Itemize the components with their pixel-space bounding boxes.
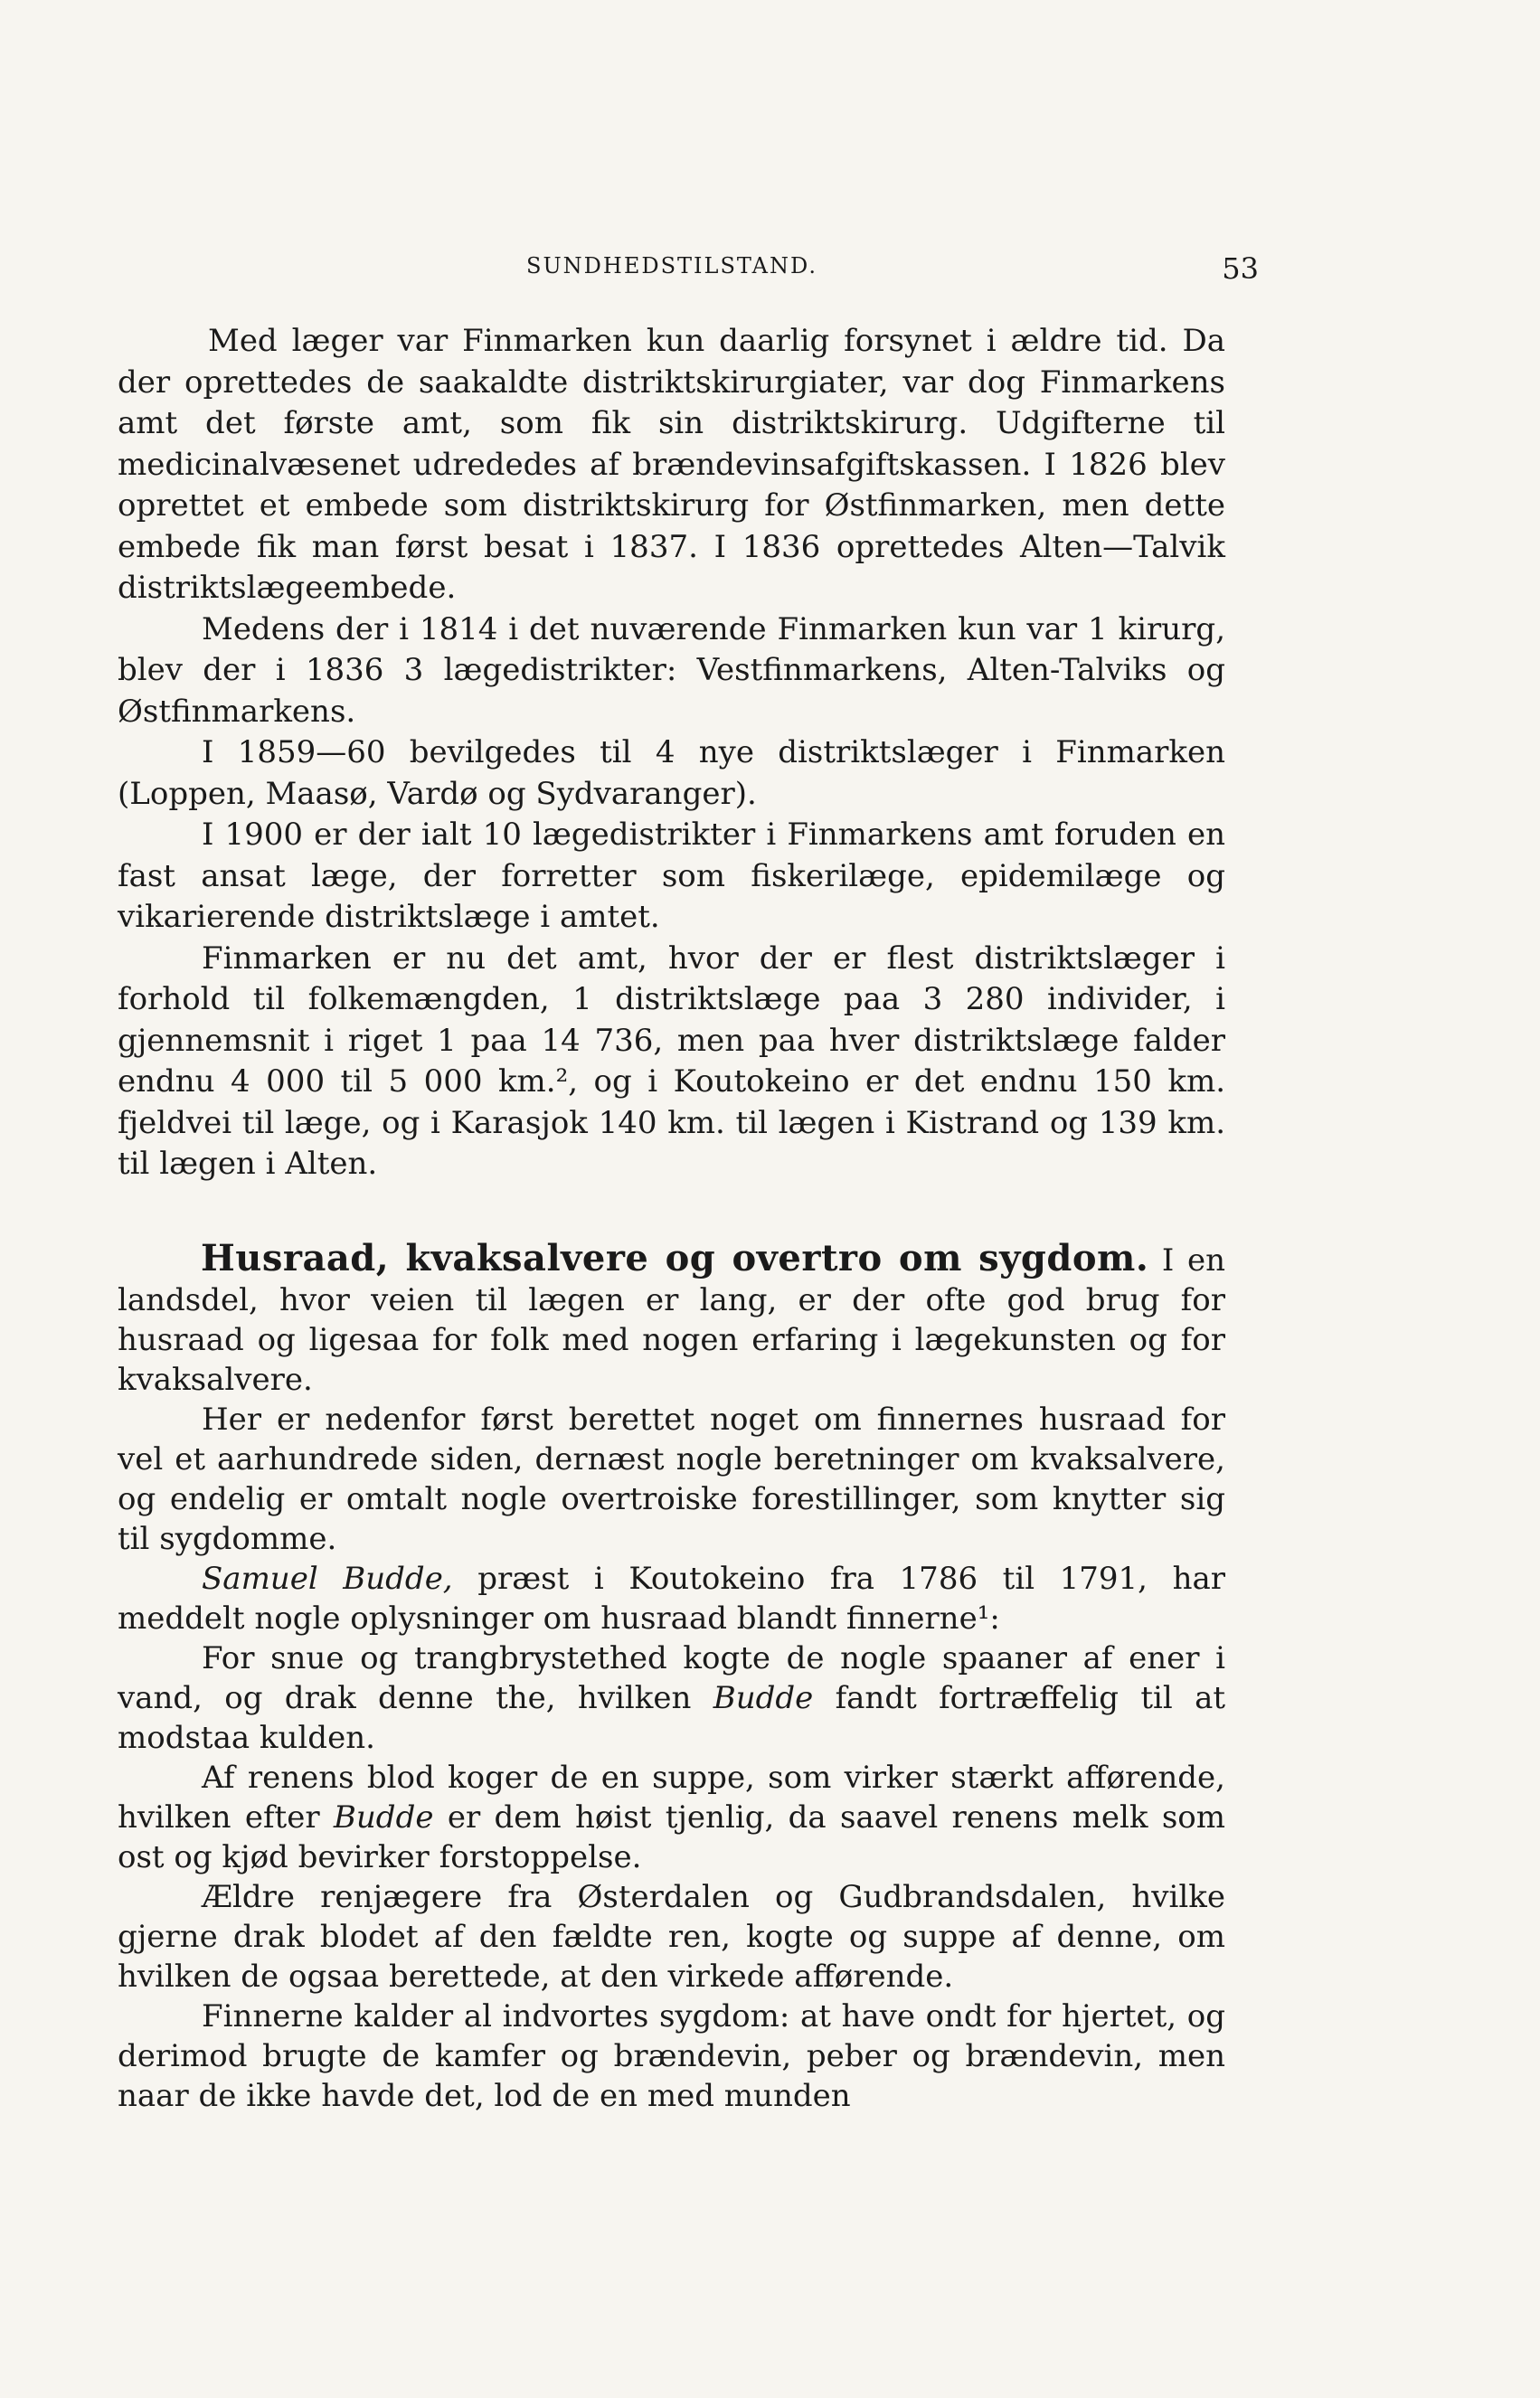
paragraph-text: Af renens blod koger de en suppe, som virker stærkt afførende, hvilken efter: [118, 1760, 1225, 1836]
paragraph: Finmarken er nu det amt, hvor der er flest distriktslæger i forhold til folkemængden, 1 distriktslæge paa 3 280 individer, i gjennemsnit i riget 1 paa 14 736, men paa hver distriktslæge falder endnu 4 000 til 5 000 km.², og i Koutokeino er det endnu 150 km. fjeldvei til læge, og i Karasjok 140 km. til lægen i Kistrand og 139 km. til lægen i Alten.: [118, 939, 1225, 1182]
person-name: Samuel Budde,: [202, 1561, 453, 1597]
paragraph: I 1859—60 bevilgedes til 4 nye distriktslæger i Finmarken (Loppen, Maasø, Vardø og Sydvaranger).: [118, 734, 1225, 812]
person-name: Budde: [713, 1680, 814, 1716]
page-number: 53: [1222, 251, 1259, 286]
section-lead-text: I en landsdel, hvor veien til lægen er lang, er der ofte god brug for husraad og ligesaa for folk med nogen erfaring i lægekunsten og for kvaksalvere.: [118, 1242, 1225, 1398]
section-husraad: [118, 1239, 1225, 2116]
paragraph-text: præst i Koutokeino fra 1786 til 1791, har meddelt nogle oplysninger om husraad blandt finnerne¹:: [118, 1561, 1225, 1637]
paragraph: [118, 1559, 1225, 1638]
page-header: [526, 253, 1259, 289]
paragraph: Medens der i 1814 i det nuværende Finmarken kun var 1 kirurg, blev der i 1836 3 lægedistrikter: Vestfinmarkens, Alten-Talviks og Østfinmarkens.: [118, 610, 1225, 730]
section-heading: Husraad, kvaksalvere og overtro om sygdom.: [201, 1237, 1149, 1279]
paragraph: I 1900 er der ialt 10 lægedistrikter i Finmarkens amt foruden en fast ansat læge, der forretter som fiskerilæge, epidemilæge og vikarierende distriktslæge i amtet.: [118, 817, 1225, 935]
paragraph-text: er dem høist tjenlig, da saavel renens melk som ost og kjød bevirker forstoppelse.: [118, 1799, 1225, 1875]
body-text: [118, 321, 1225, 1185]
paragraph: Ældre renjægere fra Østerdalen og Gudbrandsdalen, hvilke gjerne drak blodet af den fældte ren, kogte og suppe af denne, om hvilken de ogsaa berettede, at den virkede afførende.: [118, 1879, 1225, 1995]
paragraph: [118, 1758, 1225, 1877]
paragraph-text: fandt fortræffelig til at modstaa kulden.: [118, 1680, 1226, 1756]
running-title: SUNDHEDSTILSTAND.: [526, 253, 817, 279]
paragraph: Finnerne kalder al indvortes sygdom: at have ondt for hjertet, og derimod brugte de kamfer og brændevin, peber og brændevin, men naar de ikke havde det, lod de en med munden: [118, 1998, 1225, 2114]
section-lead-paragraph: [118, 1239, 1225, 1400]
person-name: Budde: [333, 1799, 434, 1836]
paragraph: Med læger var Finmarken kun daarlig forsynet i ældre tid. Da der oprettedes de saakaldte distriktskirurgiater, var dog Finmarkens amt det første amt, som fik sin distriktskirurg. Udgifterne til medicinalvæsenet udrededes af brændevinsafgiftskassen. I 1826 blev oprettet et embede som distriktskirurg for Østfinmarken, men dette embede fik man først besat i 1837. I 1836 oprettedes Alten—Talvik distriktslægeembede.: [118, 323, 1225, 606]
paragraph-text: For snue og trangbrystethed kogte de nogle spaaner af ener i vand, og drak denne the, hvilken: [118, 1640, 1225, 1716]
paragraph: [118, 1638, 1225, 1758]
paragraph: Her er nedenfor først berettet noget om finnernes husraad for vel et aarhundrede siden, dernæst nogle beretninger om kvaksalvere, og endelig er omtalt nogle overtroiske forestillinger, som knytter sig til sygdomme.: [118, 1402, 1225, 1557]
